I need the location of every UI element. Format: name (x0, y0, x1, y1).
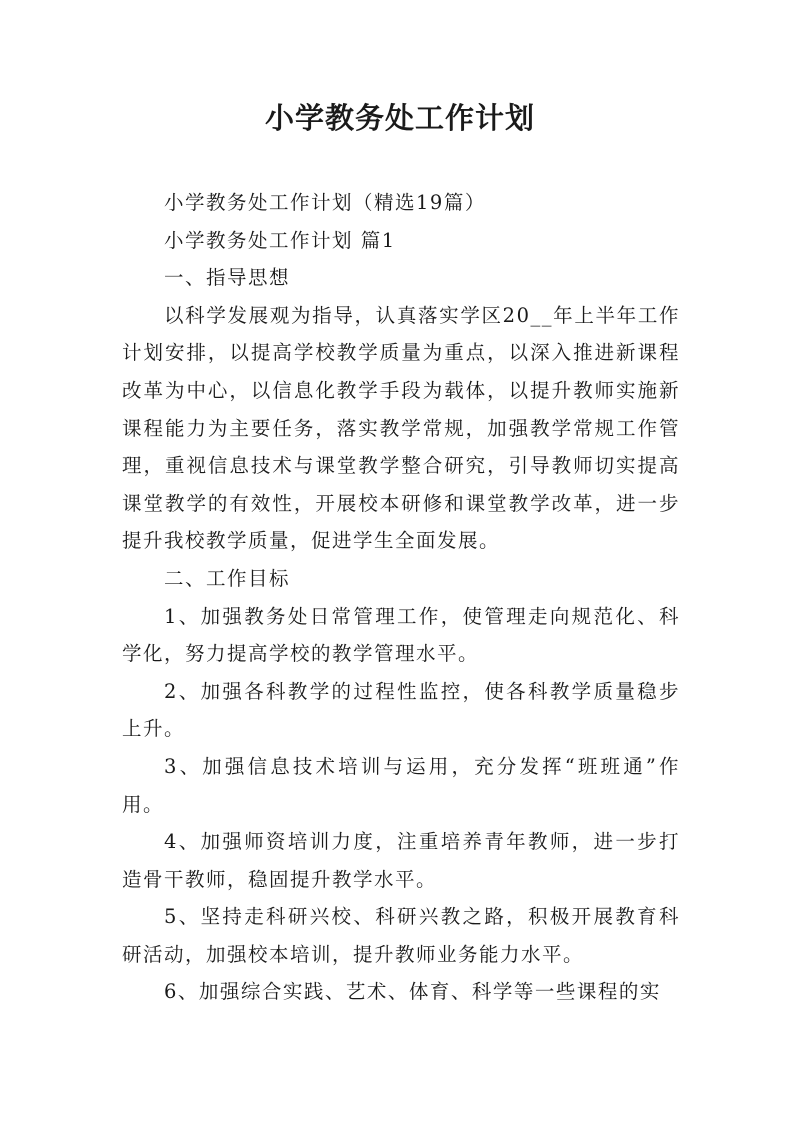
section-heading-work-goals: 二、工作目标 (164, 566, 291, 590)
document-body (122, 184, 680, 1011)
section-heading-article-1: 小学教务处工作计划 篇1 (164, 228, 396, 252)
goal-item-5: 5、坚持走科研兴校、科研兴教之路，积极开展教育科研活动，加强校本培训，提升教师业务能力水平。 (122, 905, 680, 966)
goal-item-2: 2、加强各科教学的过程性监控，使各科教学质量稳步上升。 (122, 679, 680, 741)
document-title: 小学教务处工作计划 (264, 101, 535, 135)
goal-item-1: 1、加强教务处日常管理工作，使管理走向规范化、科学化，努力提高学校的教学管理水平。 (122, 604, 680, 666)
goal-item-6: 6、加强综合实践、艺术、体育、科学等一些课程的实 (164, 980, 661, 1004)
section-heading-guiding-thought: 一、指导思想 (164, 266, 291, 290)
paragraph-guiding-thought: 以科学发展观为指导，认真落实学区20__年上半年工作计划安排，以提高学校教学质量为重点，以深入推进新课程改革为中心，以信息化教学手段为载体，以提升教师实施新课程能力为主要任务，落实教学常规，加强教学常规工作管理，重视信息技术与课堂教学整合研究，引导教师切实提高课堂教学的有效性，开展校本研修和课堂教学改革，进一步提升我校教学质量，促进学生全面发展。 (122, 303, 680, 553)
goal-item-4: 4、加强师资培训力度，注重培养青年教师，进一步打造骨干教师，稳固提升教学水平。 (122, 830, 680, 891)
document-subtitle: 小学教务处工作计划（精选19篇） (164, 191, 486, 214)
goal-item-3: 3、加强信息技术培训与运用，充分发挥“班班通”作用。 (122, 754, 680, 816)
